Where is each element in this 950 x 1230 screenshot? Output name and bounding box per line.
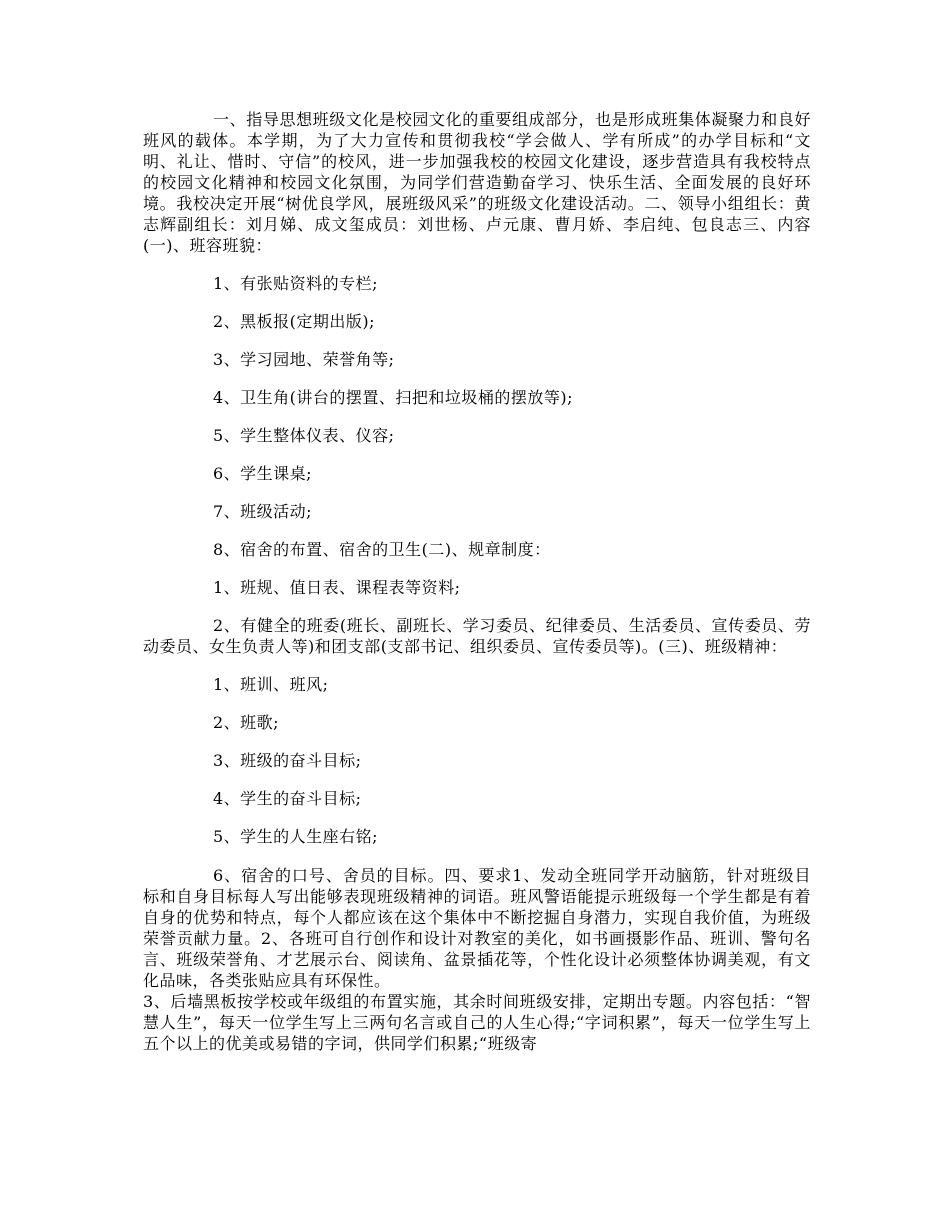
- list-item: 1、班规、值日表、课程表等资料;: [213, 578, 461, 597]
- list-item: 4、卫生角(讲台的摆置、扫把和垃圾桶的摆放等);: [213, 388, 574, 407]
- list-item: 1、有张贴资料的专栏;: [213, 274, 379, 293]
- paragraph-requirements: 6、宿舍的口号、舍员的目标。四、要求1、发动全班同学开动脑筋，针对班级目标和自身目标每人写出能够表现班级精神的词语。班风警语能提示班级每一个学生都是有着自身的优势和特点，每个人都应该在这个集体中不断挖掘自身潜力，实现自我价值，为班级荣誉贡献力量。2、各班可自行创作和设计对教室的美化，如书画摄影作品、班训、警句名言、班级荣誉角、才艺展示台、阅读角、盆景插花等，个性化设计必须整体协调美观，有文化品味，各类张贴应具有环保性。: [143, 866, 811, 990]
- list-item: 1、班训、班风;: [213, 675, 329, 694]
- list-item: 6、学生课桌;: [213, 464, 313, 483]
- list-item: 5、学生的人生座右铭;: [213, 827, 379, 846]
- list-item: 4、学生的奋斗目标;: [213, 789, 362, 808]
- list-item: 7、班级活动;: [213, 502, 313, 521]
- paragraph-intro: 一、指导思想班级文化是校园文化的重要组成部分，也是形成班集体凝聚力和良好班风的载体。本学期，为了大力宣传和贯彻我校“学会做人、学有所成”的办学目标和“文明、礼让、惜时、守信”的校风，进一步加强我校的校园文化建设，逐步营造具有我校特点的校园文化精神和校园文化氛围，为同学们营造勤奋学习、快乐生活、全面发展的良好环境。我校决定开展“树优良学风，展班级风采”的班级文化建设活动。二、领导小组组长：黄志辉副组长：刘月娣、成文玺成员：刘世杨、卢元康、曹月娇、李启纯、包良志三、内容(一)、班容班貌：: [143, 110, 811, 255]
- list-item: 3、学习园地、荣誉角等;: [213, 350, 395, 369]
- list-item: 8、宿舍的布置、宿舍的卫生(二)、规章制度：: [213, 540, 551, 559]
- list-item: 5、学生整体仪表、仪容;: [213, 426, 395, 445]
- list-item: 3、班级的奋斗目标;: [213, 751, 362, 770]
- document-body: [143, 109, 811, 1054]
- paragraph-blackboard: 3、后墙黑板按学校或年级组的布置实施，其余时间班级安排，定期出专题。内容包括：“智慧人生”，每天一位学生写上三两句名言或自己的人生心得;“字词积累”，每天一位学生写上五个以上的优美或易错的字词，供同学们积累;“班级寄: [143, 992, 811, 1053]
- list-item: 2、黑板报(定期出版);: [213, 312, 376, 331]
- list-item: 2、班歌;: [213, 713, 280, 732]
- paragraph-class-committee: 2、有健全的班委(班长、副班长、学习委员、纪律委员、生活委员、宣传委员、劳动委员、女生负责人等)和团支部(支部书记、组织委员、宣传委员等)。(三)、班级精神：: [143, 616, 811, 656]
